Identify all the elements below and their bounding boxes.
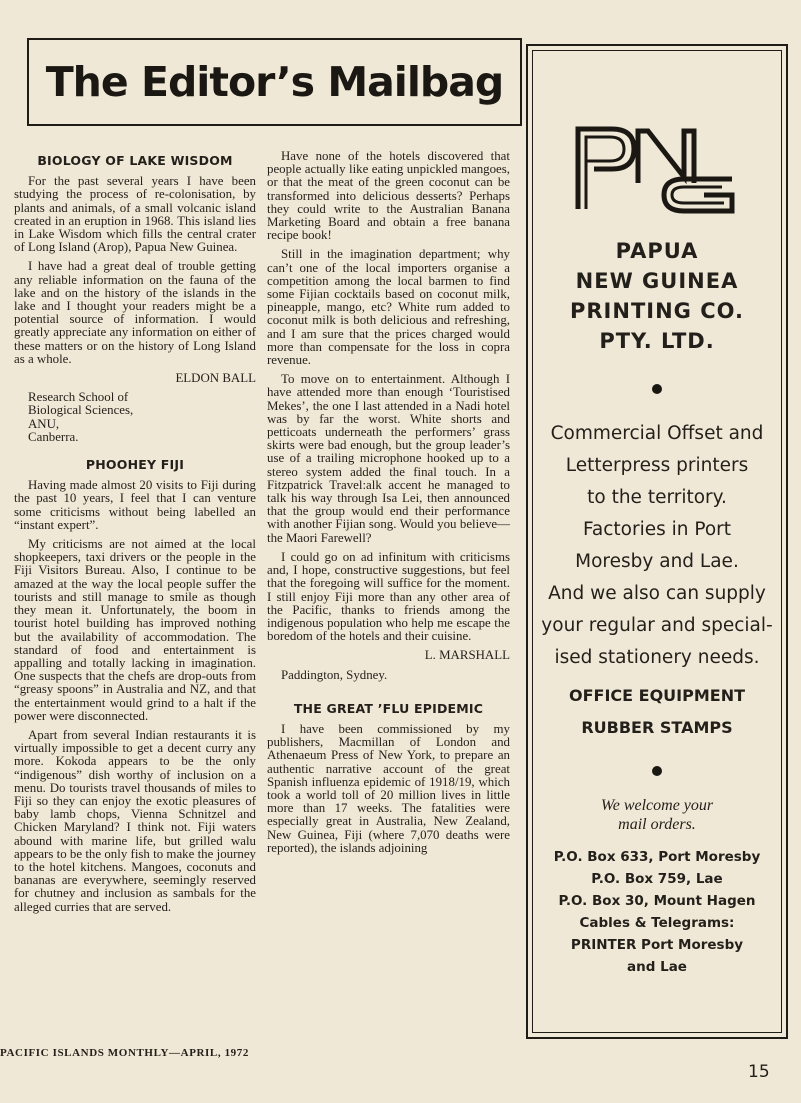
letter-paragraph: I have had a great deal of trouble getting any reliable information on the fauna of the lake and on the history of the islands in the lake and I thought your readers might be a potential source of information. I would greatly appreciate any information on either of these matters or on the history of Long Island as a whole. [14,259,256,366]
letter-signature: ELDON BALL [175,371,256,386]
bullet-dot [652,766,662,776]
publication-footer: PACIFIC ISLANDS MONTHLY—APRIL, 1972 [0,1047,249,1059]
letter-paragraph: I could go on ad infinitum with criticisms and, I hope, constructive suggestions, but feel that the foregoing will suffice for the moment. I still enjoy Fiji more than any other area of the Pacific, thanks to friends among the indigenous population who help me escape the boredom of the hotels and their cuisine. [267,549,510,644]
advert-body: Commercial Offset and Letterpress printers to the territory. Factories in Port Moresby and Lae. And we also can supply your regular and special- ised stationery needs. [541,423,773,668]
letter-paragraph: Having made almost 20 visits to Fiji during the past 10 years, I feel that I can venture some criticisms without being labelled an “instant expert”. [14,478,256,532]
column-left [14,150,256,920]
letter-paragraph: To move on to entertainment. Although I have attended more than enough ‘Touristised Mekes’, the one I last attended in a Nadi hotel was by far the worst. White shorts and petticoats underneath the performers’ grass skirts were bad enough, but the group leader’s use of a trailing microphone hooked up to a stereo system added the final touch. In a Fitzpatrick Travel:alk accent he managed to talk his way through Isa Lei, then announced that the group would end their performance with another Fijian song. Would you believe—the Maori Farewell? [267,372,510,545]
letter-paragraph: For the past several years I have been studying the process of re-colonisation, by plants and animals, of a small volcanic island created in an eruption in 1968. This island lies in Lake Wisdom which fills the central crater of Long Island (Arop), Papua New Guinea. [14,174,256,255]
advert-addresses: P.O. Box 633, Port Moresby P.O. Box 759, Lae P.O. Box 30, Mount Hagen Cables & Telegrams: PRINTER Port Moresby and Lae [553,849,761,975]
letter-heading: PHOOHEY FIJI [85,457,185,473]
advert-products: OFFICE EQUIPMENT RUBBER STAMPS [568,686,745,737]
printing-advert [526,44,788,1039]
letter-signature: L. MARSHALL [424,648,510,663]
letter-paragraph: Still in the imagination department; why can’t one of the local importers organise a competition among the local barmen to find some Fijian cocktails based on coconut milk, pineapple, mango, etc? White rum added to coconut milk is both delicious and refreshing, and I am sure that the prices charged would more than compensate for the loss in copra revenue. [267,247,510,368]
letter-heading: THE GREAT ’FLU EPIDEMIC [293,700,484,716]
section-title: The Editor’s Mailbag [45,58,504,106]
advert-welcome: We welcome your mail orders. [600,797,714,833]
letter-address: Paddington, Sydney. [281,667,388,682]
letter-paragraph: I have been commissioned by my publishers, Macmillan of London and Athenaeum Press of New York, to prepare an authentic narrative account of the great Spanish influenza epidemic of 1918/19, which took a world toll of 20 million lives in little more than 17 weeks. The fatalities were especially great in Australia, New Zealand, New Guinea, Fiji (where 7,070 deaths were reported), the islands adjoining [267,721,510,855]
company-name: PAPUA NEW GUINEA PRINTING CO. PTY. LTD. [570,239,744,353]
png-logo [572,121,742,220]
bullet-dot [652,384,662,394]
advert-frame [532,50,782,1033]
mailbag-masthead [27,38,522,126]
letter-paragraph: Have none of the hotels discovered that people actually like eating unpickled mangoes, or that the meat of the green coconut can be transformed into delicious desserts? Perhaps they could write to the Australian Banana Marketing Board and obtain a free banana recipe book! [267,149,510,243]
letter-paragraph: Apart from several Indian restaurants it is virtually impossible to get a decent curry any more. Kokoda appears to be the only “indigenous” dish worthy of inclusion on a menu. Do tourists travel thousands of miles to Fiji so they can enjoy the exotic pleasures of baby lamb chops, Vienna Schnitzel and Chicken Maryland? I think not. Fiji waters abound with marine life, but grilled walu appears to be the only fish to make the journey to the hotel kitchens. Mangoes, coconuts and bananas are everywhere, seemingly reserved for chutney and inclusion as sambals for the alleged curries that are served. [14,727,256,914]
page-number: 15 [748,1062,770,1082]
column-middle [267,150,510,861]
letter-paragraph: My criticisms are not aimed at the local shopkeepers, taxi drivers or the people in the Fiji Visitors Bureau. Also, I continue to be amazed at the way the local people suffer the tourists and still manage to smile as though they mean it. Unfortunately, the boom in tourist hotel building has improved nothing but the availability of accommodation. The standard of food and entertainment is appalling and totally lacking in imagination. One suspects that the chefs are drop-outs from “greasy spoons” in Australia and NZ, and that the entertainment would grind to a halt if the power were disconnected. [14,537,256,723]
letter-heading: BIOLOGY OF LAKE WISDOM [37,153,233,168]
letter-address: Research School of Biological Sciences, ANU, Canberra. [28,390,134,444]
